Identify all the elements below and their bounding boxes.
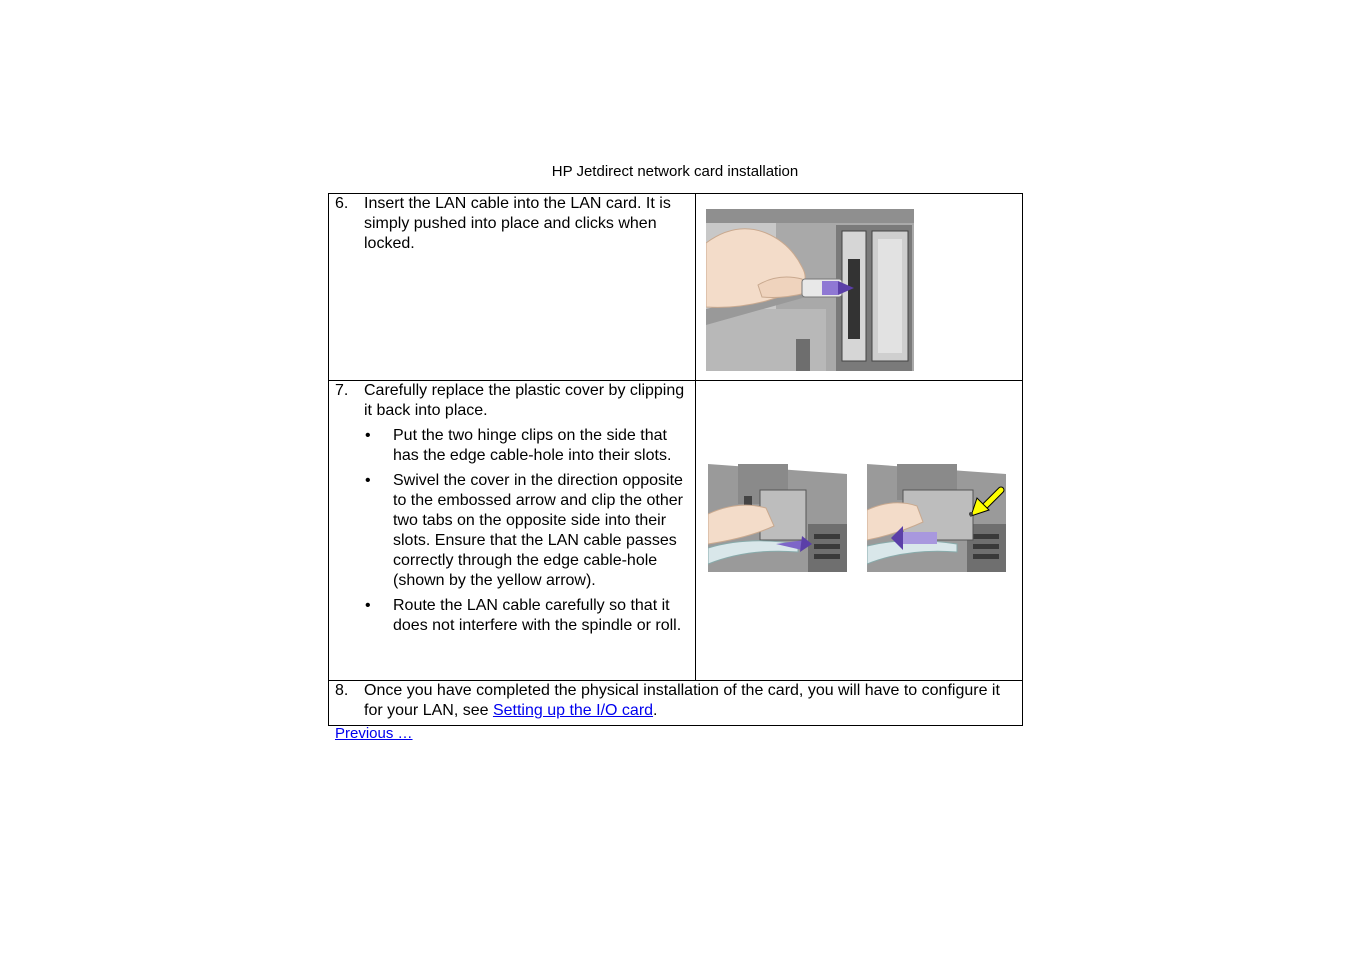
step-7-text-cell [329, 381, 696, 681]
steps-table [328, 193, 1023, 726]
step-row-7 [329, 381, 1023, 681]
bullet-symbol: • [365, 597, 371, 614]
cover-hinge-illustration [708, 464, 847, 572]
cover-swivel-illustration [867, 464, 1006, 572]
step-8-text-end: . [653, 702, 658, 719]
step-7 [329, 381, 695, 421]
bullet-symbol: • [365, 472, 371, 489]
step-8-text: Once you have completed the physical installation of the card, you will have to configure it for your LAN, see [364, 682, 1000, 719]
bullet-text: Put the two hinge clips on the side that has the edge cable-hole into their slots. [393, 427, 672, 464]
bullet-item [329, 596, 695, 636]
step-6-text-cell [329, 194, 696, 381]
step-number: 8. [335, 682, 349, 699]
page-title: HP Jetdirect network card installation [551, 163, 799, 180]
step-7-text: Carefully replace the plastic cover by clipping it back into place. [364, 382, 685, 419]
step-8 [329, 681, 1022, 721]
step-number: 7. [335, 382, 349, 399]
bullet-symbol: • [365, 427, 371, 444]
step-6-text: Insert the LAN cable into the LAN card. It is simply pushed into place and clicks when locked. [364, 195, 671, 252]
step-number: 6. [335, 195, 349, 212]
bullet-text: Swivel the cover in the direction opposite to the embossed arrow and clip the other two tabs on the opposite side into their slots. Ensure that the LAN cable passes correctly through the edge cable-hole (shown by the yellow arrow). [393, 472, 683, 589]
step-row-6 [329, 194, 1023, 381]
step-6-image-cell [696, 194, 1023, 381]
lan-cable-insertion-illustration [706, 209, 914, 371]
step-6 [329, 194, 695, 254]
bullet-item [329, 471, 695, 591]
step-7-image-cell [696, 381, 1023, 681]
bullet-item [329, 426, 695, 466]
setting-up-io-card-link[interactable]: Setting up the I/O card [492, 702, 654, 719]
step-8-cell [329, 681, 1023, 726]
previous-link[interactable]: Previous … [335, 725, 413, 742]
step-row-8 [329, 681, 1023, 726]
bullet-text: Route the LAN cable carefully so that it does not interfere with the spindle or roll. [393, 597, 682, 634]
